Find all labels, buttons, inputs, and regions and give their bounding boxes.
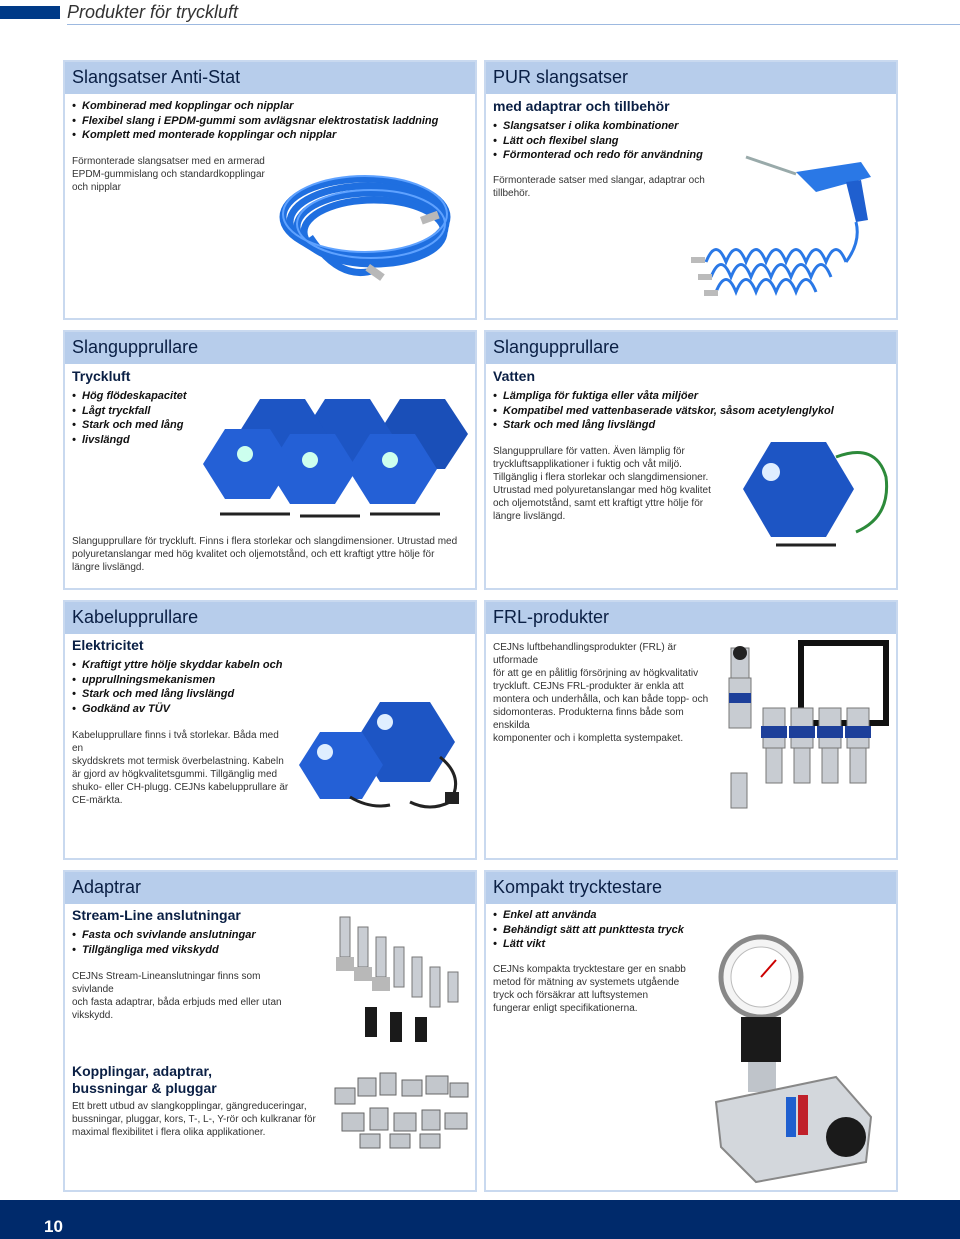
desc-line: tryck och försäkrar att luftsystemen — [493, 990, 649, 1001]
desc-line: skyddskrets mot termisk överbelastning. Kabeln — [72, 756, 284, 767]
panel-title: Adaptrar — [72, 877, 142, 897]
bullet-item: • Lämpliga för fuktiga eller våta miljöer — [493, 389, 893, 404]
fittings-image — [330, 1068, 475, 1153]
panel-title-bar — [65, 872, 475, 904]
bullet-item: • Behändigt sätt att punkttesta tryck — [493, 923, 753, 938]
panel-title-bar — [65, 332, 475, 364]
bullet-item: • Fasta och svivlande anslutningar — [72, 928, 332, 943]
desc-line: Förmonterade satser med slangar, adaptrar och — [493, 175, 705, 186]
bullet-list — [72, 99, 472, 143]
description — [493, 963, 713, 1015]
description — [493, 445, 723, 523]
bullet-item: • Stark och med lång livslängd — [72, 687, 372, 702]
desc-line: EPDM-gummislang och standardkopplingar — [72, 169, 265, 180]
page-footer-bar — [0, 1200, 960, 1239]
water-hose-reel-image — [736, 437, 896, 557]
bullet-item: • Tillgängliga med vikskydd — [72, 943, 332, 958]
panel-title-bar — [486, 872, 896, 904]
bullet-item: • Godkänd av TÜV — [72, 702, 372, 717]
cable-reels-image — [290, 697, 475, 817]
bullet-item: • Stark och med lång — [72, 418, 212, 433]
subtitle-line: bussningar & pluggar — [72, 1080, 217, 1096]
desc-line: Slangupprullare för vatten. Även lämplig för — [493, 446, 685, 457]
subtitle-line: Kopplingar, adaptrar, — [72, 1063, 213, 1079]
desc-line: CEJNs Stream-Lineanslutningar finns som svivlande — [72, 971, 261, 995]
panel-title-bar — [486, 602, 896, 634]
desc-line: för att ge en pålitlig försörjning av högkvalitativ — [493, 668, 699, 679]
desc-line: Slangupprullare för tryckluft. Finns i flera storlekar och slangdimensioner. Utrustad med — [72, 536, 458, 547]
desc-line: tryckluft. CEJNs FRL-produkter är enkla att — [493, 681, 684, 692]
desc-line: längre livslängd. — [72, 562, 145, 573]
stream-line-connectors-image — [330, 912, 475, 1047]
page-header-title: Produkter för tryckluft — [67, 2, 239, 22]
panel-subtitle: Elektricitet — [72, 637, 144, 653]
desc-line: CE-märkta. — [72, 795, 123, 806]
bullet-item: • Slangsatser i olika kombinationer — [493, 119, 883, 134]
description-secondary — [72, 1100, 322, 1139]
bullet-item: • Lätt vikt — [493, 937, 753, 952]
panel-pur-hose-kits — [484, 60, 898, 320]
desc-line: polyuretanslangar med hög kvalitet och oljemotstånd, och ett kraftigt yttre hölje för — [72, 549, 435, 560]
panel-title-bar — [486, 332, 896, 364]
bullet-item: • Förmonterad och redo för användning — [493, 148, 883, 163]
bullet-item: • Lågt tryckfall — [72, 404, 212, 419]
desc-line: metod för mätning av systemets utgående — [493, 977, 680, 988]
desc-line: vikskydd. — [72, 1010, 114, 1021]
panel-subtitle: med adaptrar och tillbehör — [493, 98, 670, 114]
panel-cable-reel — [63, 600, 477, 860]
bullet-item: • upprullningsmekanismen — [72, 673, 372, 688]
coiled-hose-image — [270, 162, 477, 320]
desc-line: tryckluftsapplikationer i fuktig och våt miljö. — [493, 459, 682, 470]
panel-title-bar — [65, 602, 475, 634]
panel-title: Kompakt trycktestare — [493, 877, 663, 897]
desc-line: Utrustad med polyuretanslangar med hög kvalitet — [493, 485, 711, 496]
panel-adapters — [63, 870, 477, 1192]
desc-line: komponenter och i kompletta systempaket. — [493, 733, 684, 744]
bullet-item: • Kraftigt yttre hölje skyddar kabeln och — [72, 658, 372, 673]
spiral-hose-blowgun-image — [686, 152, 891, 317]
bullet-item: • livslängd — [72, 433, 212, 448]
desc-line: längre livslängd. — [493, 511, 566, 522]
panel-title: Slangsatser Anti-Stat — [72, 67, 241, 87]
panel-compact-pressure-tester — [484, 870, 898, 1192]
panel-title: Kabelupprullare — [72, 607, 199, 627]
desc-line: CEJNs kompakta trycktestare ger en snabb — [493, 964, 686, 975]
bullet-item: • Kompatibel med vattenbaserade vätskor, såsom acetylenglykol — [493, 404, 893, 419]
desc-line: Förmonterade slangsatser med en armerad — [72, 156, 265, 167]
panel-title-bar — [486, 62, 896, 94]
hose-reels-image — [200, 394, 475, 524]
panel-title-bar — [65, 62, 475, 94]
header-rule — [67, 24, 960, 25]
frl-units-image — [721, 638, 896, 818]
desc-line: och nipplar — [72, 182, 121, 193]
panel-subtitle-secondary — [72, 1063, 217, 1097]
bullet-item: • Komplett med monterade kopplingar och nipplar — [72, 128, 472, 143]
desc-line: och fasta adaptrar, båda erbjuds med eller utan — [72, 997, 282, 1008]
desc-line: fungerar enligt specifikationerna. — [493, 1003, 638, 1014]
bullet-item: • Kombinerad med kopplingar och nipplar — [72, 99, 472, 114]
bullet-item: • Hög flödeskapacitet — [72, 389, 212, 404]
panel-anti-stat — [63, 60, 477, 320]
panel-frl-products — [484, 600, 898, 860]
desc-line: tillbehör. — [493, 188, 531, 199]
panel-hose-reel-air — [63, 330, 477, 590]
desc-line: Kabelupprullare finns i två storlekar. Båda med en — [72, 730, 279, 754]
panel-hose-reel-water — [484, 330, 898, 590]
header-accent-bar — [0, 6, 60, 19]
bullet-item: • Lätt och flexibel slang — [493, 134, 883, 149]
description — [72, 729, 292, 807]
bullet-list — [72, 928, 332, 957]
desc-line: bussningar, pluggar, kors, T-, L-, Y-rör och kulkranar för — [72, 1114, 316, 1125]
bullet-item: • Flexibel slang i EPDM-gummi som avlägsnar elektrostatisk laddning — [72, 114, 472, 129]
panel-subtitle: Tryckluft — [72, 368, 131, 384]
panel-title: Slangupprullare — [493, 337, 620, 357]
panel-title: Slangupprullare — [72, 337, 199, 357]
description — [493, 641, 723, 745]
page-number: 10 — [44, 1217, 63, 1236]
bullet-item: • Enkel att använda — [493, 908, 753, 923]
desc-line: och oljemotstånd, samt ett kraftigt yttre hölje för — [493, 498, 704, 509]
desc-line: maximal flexibilitet i flera olika applikationer. — [72, 1127, 266, 1138]
desc-line: Tillgänglig i flera storlekar och slangdimensioner. — [493, 472, 709, 483]
description — [72, 970, 302, 1022]
desc-line: montera och underhålla, och kan både topp- och — [493, 694, 709, 705]
panel-subtitle: Stream-Line anslutningar — [72, 907, 241, 923]
panel-title: FRL-produkter — [493, 607, 610, 627]
desc-line: är gjord av högkvalitetsgummi. Tillgänglig med — [72, 769, 278, 780]
desc-line: shuko- eller CH-plugg. CEJNs kabelupprullare är — [72, 782, 289, 793]
bullet-item: • Stark och med lång livslängd — [493, 418, 893, 433]
description — [72, 535, 472, 574]
desc-line: sidomonteras. Produkterna finns både som enskilda — [493, 707, 684, 731]
bullet-list — [493, 389, 893, 433]
description — [72, 155, 282, 194]
panel-title: PUR slangsatser — [493, 67, 629, 87]
panel-subtitle: Vatten — [493, 368, 536, 384]
pressure-gauge-image — [696, 932, 896, 1187]
bullet-list — [72, 389, 212, 447]
desc-line: Ett brett utbud av slangkopplingar, gängreduceringar, — [72, 1101, 307, 1112]
desc-line: CEJNs luftbehandlingsprodukter (FRL) är utformade — [493, 642, 677, 666]
